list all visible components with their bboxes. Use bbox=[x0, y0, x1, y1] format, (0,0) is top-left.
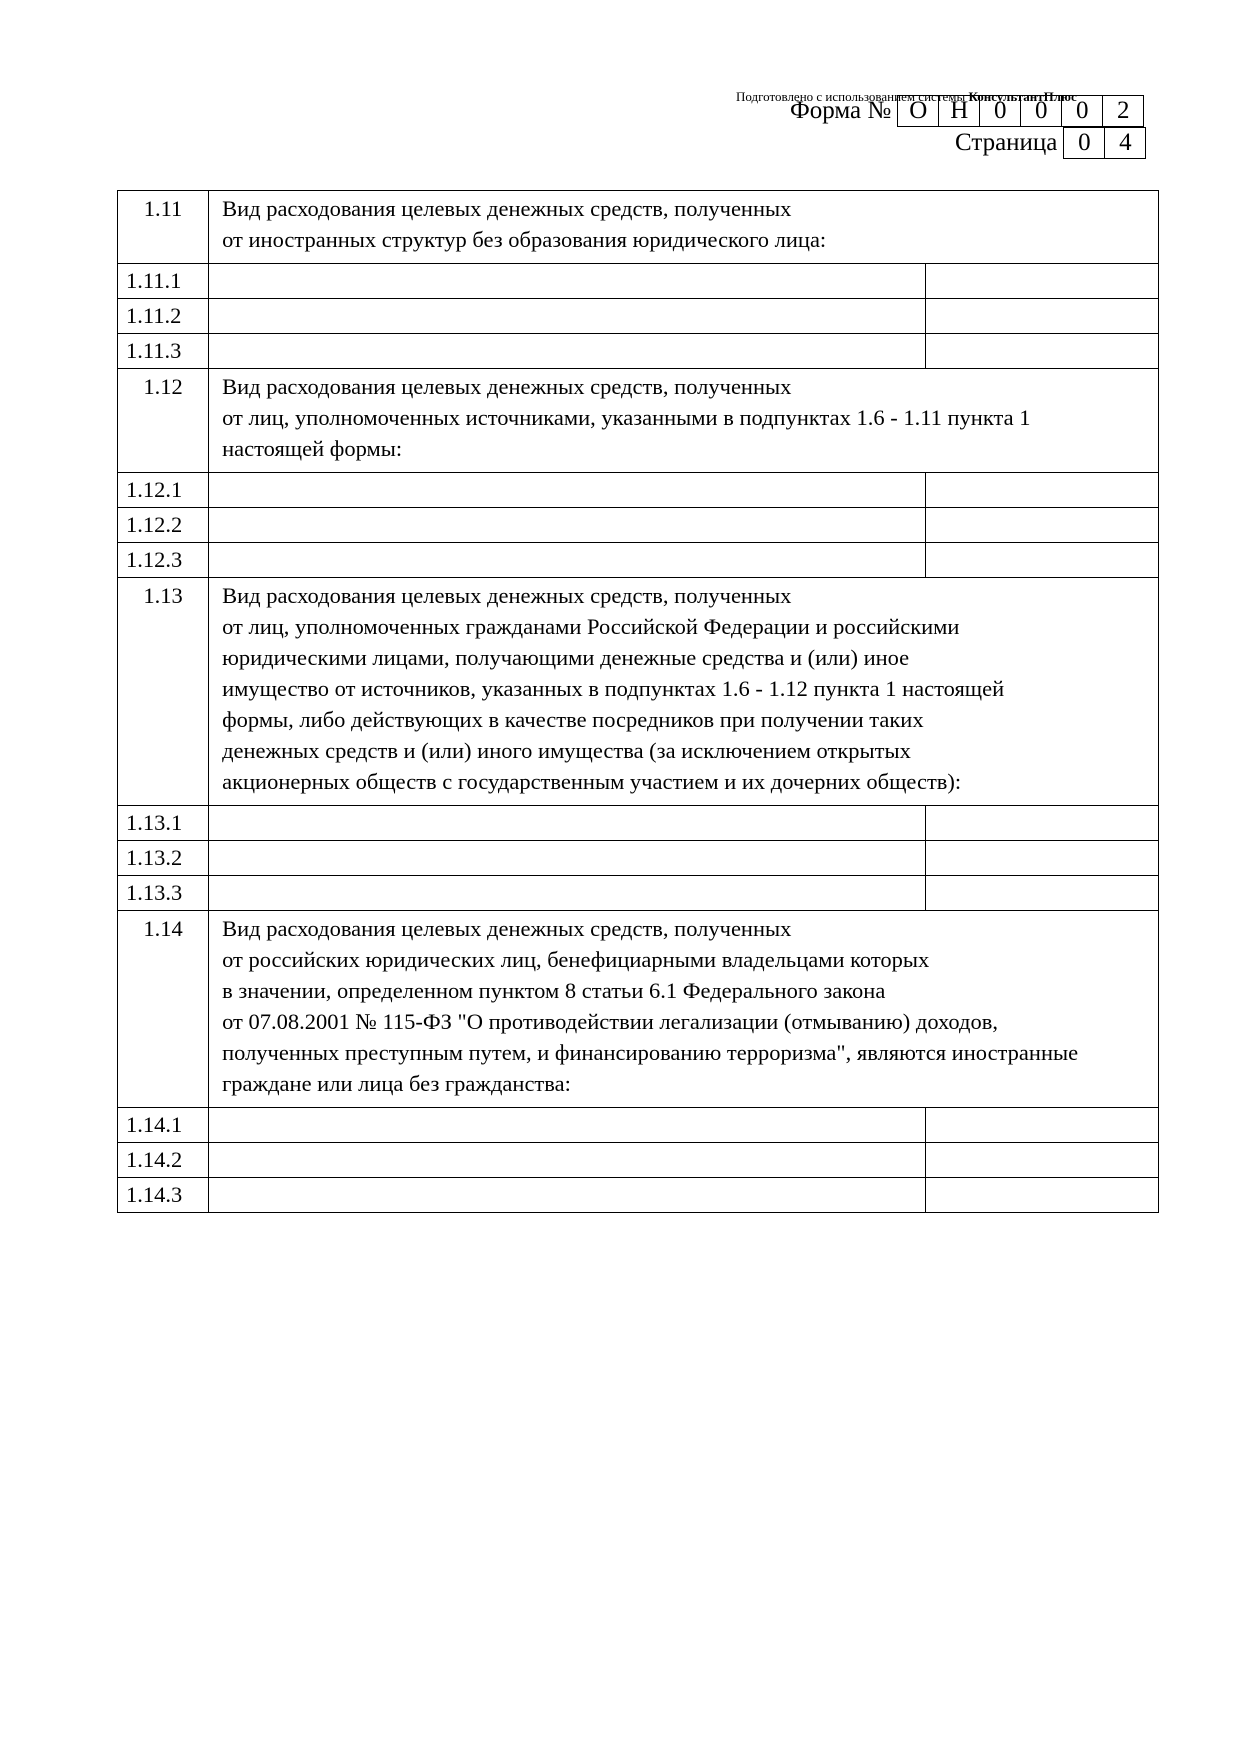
table-row bbox=[118, 1108, 1159, 1143]
section-description-line: Вид расходования целевых денежных средств, полученных bbox=[222, 196, 792, 221]
section-description-line: Вид расходования целевых денежных средств, полученных bbox=[222, 374, 792, 399]
amount-cell[interactable] bbox=[925, 841, 1158, 876]
section-header-row bbox=[118, 578, 1159, 806]
expenditure-type-cell[interactable] bbox=[209, 473, 926, 508]
form-code-cell: О bbox=[898, 96, 939, 127]
expenditure-type-cell[interactable] bbox=[209, 806, 926, 841]
table-row bbox=[118, 334, 1159, 369]
amount-cell[interactable] bbox=[925, 543, 1158, 578]
amount-cell[interactable] bbox=[925, 473, 1158, 508]
section-description bbox=[209, 191, 1159, 264]
table-row bbox=[118, 264, 1159, 299]
table-row bbox=[118, 806, 1159, 841]
table-row bbox=[118, 1178, 1159, 1213]
section-description-line: настоящей формы: bbox=[222, 436, 403, 461]
row-number: 1.14.1 bbox=[118, 1108, 209, 1143]
row-number: 1.11.3 bbox=[118, 334, 209, 369]
page-code-cell: 0 bbox=[1064, 128, 1105, 159]
section-description-line: Вид расходования целевых денежных средств, полученных bbox=[222, 583, 792, 608]
row-number: 1.12.3 bbox=[118, 543, 209, 578]
row-number: 1.13.3 bbox=[118, 876, 209, 911]
section-description-line: полученных преступным путем, и финансированию терроризма", являются иностранные bbox=[222, 1040, 1079, 1065]
section-number: 1.11 bbox=[118, 191, 209, 264]
row-number: 1.14.3 bbox=[118, 1178, 209, 1213]
section-number: 1.14 bbox=[118, 911, 209, 1108]
expenditure-type-cell[interactable] bbox=[209, 876, 926, 911]
section-description-line: от российских юридических лиц, бенефициарными владельцами которых bbox=[222, 947, 930, 972]
section-description-line: имущество от источников, указанных в подпунктах 1.6 - 1.12 пункта 1 настоящей bbox=[222, 676, 1005, 701]
table-row bbox=[118, 1143, 1159, 1178]
expenditure-type-cell[interactable] bbox=[209, 1143, 926, 1178]
expenditure-type-cell[interactable] bbox=[209, 841, 926, 876]
row-number: 1.13.1 bbox=[118, 806, 209, 841]
section-description-line: граждане или лица без гражданства: bbox=[222, 1071, 571, 1096]
expenditure-table bbox=[117, 190, 1159, 1213]
row-number: 1.12.1 bbox=[118, 473, 209, 508]
form-code-cell: 0 bbox=[1062, 96, 1103, 127]
section-description-line: от 07.08.2001 № 115-ФЗ "О противодействии легализации (отмыванию) доходов, bbox=[222, 1009, 998, 1034]
table-row bbox=[118, 473, 1159, 508]
table-row bbox=[118, 299, 1159, 334]
amount-cell[interactable] bbox=[925, 299, 1158, 334]
section-header-row bbox=[118, 369, 1159, 473]
amount-cell[interactable] bbox=[925, 806, 1158, 841]
section-header-row bbox=[118, 911, 1159, 1108]
form-code-cell: 2 bbox=[1103, 96, 1144, 127]
amount-cell[interactable] bbox=[925, 1143, 1158, 1178]
table-row bbox=[118, 508, 1159, 543]
form-code-cell: 0 bbox=[980, 96, 1021, 127]
form-code-cell: 0 bbox=[1021, 96, 1062, 127]
section-description-line: от лиц, уполномоченных гражданами Российской Федерации и российскими bbox=[222, 614, 960, 639]
section-description-line: от иностранных структур без образования юридического лица: bbox=[222, 227, 827, 252]
row-number: 1.14.2 bbox=[118, 1143, 209, 1178]
section-header-row bbox=[118, 191, 1159, 264]
amount-cell[interactable] bbox=[925, 876, 1158, 911]
watermark-brand: КонсультантПлюс bbox=[968, 89, 1077, 104]
row-number: 1.11.1 bbox=[118, 264, 209, 299]
expenditure-type-cell[interactable] bbox=[209, 543, 926, 578]
row-number: 1.11.2 bbox=[118, 299, 209, 334]
section-description-line: формы, либо действующих в качестве посредников при получении таких bbox=[222, 707, 924, 732]
page-code-cell: 4 bbox=[1105, 128, 1146, 159]
amount-cell[interactable] bbox=[925, 334, 1158, 369]
amount-cell[interactable] bbox=[925, 1108, 1158, 1143]
section-number: 1.13 bbox=[118, 578, 209, 806]
table-row bbox=[118, 543, 1159, 578]
row-number: 1.12.2 bbox=[118, 508, 209, 543]
form-code-cell: Н bbox=[939, 96, 980, 127]
amount-cell[interactable] bbox=[925, 1178, 1158, 1213]
section-description-line: денежных средств и (или) иного имущества (за исключением открытых bbox=[222, 738, 911, 763]
expenditure-table-body bbox=[118, 191, 1159, 1213]
section-description-line: юридическими лицами, получающими денежные средства и (или) иное bbox=[222, 645, 910, 670]
amount-cell[interactable] bbox=[925, 264, 1158, 299]
section-description bbox=[209, 578, 1159, 806]
table-row bbox=[118, 876, 1159, 911]
expenditure-type-cell[interactable] bbox=[209, 1108, 926, 1143]
watermark-prefix: Подготовлено с использованием системы bbox=[736, 89, 969, 104]
page-number-box bbox=[955, 127, 1146, 159]
row-number: 1.13.2 bbox=[118, 841, 209, 876]
section-description bbox=[209, 369, 1159, 473]
section-number: 1.12 bbox=[118, 369, 209, 473]
form-number-box bbox=[790, 95, 1144, 127]
section-description-line: в значении, определенном пунктом 8 статьи 6.1 Федерального закона bbox=[222, 978, 886, 1003]
section-description-line: акционерных обществ с государственным участием и их дочерних обществ): bbox=[222, 769, 962, 794]
expenditure-type-cell[interactable] bbox=[209, 264, 926, 299]
expenditure-type-cell[interactable] bbox=[209, 508, 926, 543]
form-number-label: Форма № bbox=[790, 97, 892, 124]
amount-cell[interactable] bbox=[925, 508, 1158, 543]
expenditure-type-cell[interactable] bbox=[209, 334, 926, 369]
expenditure-type-cell[interactable] bbox=[209, 1178, 926, 1213]
page-number-label: Страница bbox=[955, 129, 1058, 156]
expenditure-type-cell[interactable] bbox=[209, 299, 926, 334]
section-description-line: от лиц, уполномоченных источниками, указанными в подпунктах 1.6 - 1.11 пункта 1 bbox=[222, 405, 1031, 430]
section-description bbox=[209, 911, 1159, 1108]
section-description-line: Вид расходования целевых денежных средств, полученных bbox=[222, 916, 792, 941]
table-row bbox=[118, 841, 1159, 876]
